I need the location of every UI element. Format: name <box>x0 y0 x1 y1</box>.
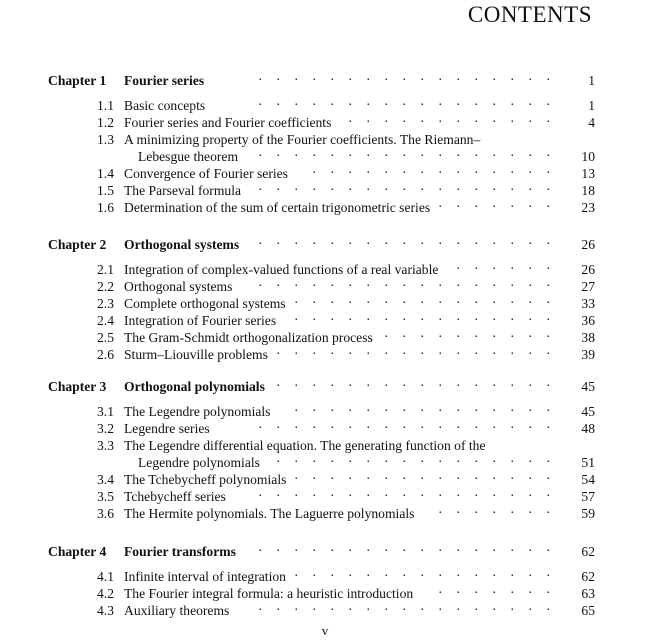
chapter-label: Chapter 3 <box>48 379 107 394</box>
section-title: The Tchebycheff polynomials <box>124 472 287 487</box>
section-title: Fourier series and Fourier coefficients <box>124 115 332 130</box>
chapter-entry[interactable]: Chapter 2 Orthogonal systems 26 · · · · · · · · · · · · · · · · · <box>48 236 595 252</box>
section-number: 2.1 <box>97 262 114 277</box>
page-title: CONTENTS <box>467 2 592 27</box>
chapter-label: Chapter 2 <box>48 237 107 252</box>
chapter-page-number: 1 <box>588 73 595 88</box>
section-title: Legendre series <box>124 421 210 436</box>
section-number: 1.3 <box>97 132 114 147</box>
section-page-number: 27 <box>581 279 595 294</box>
section-page-number: 45 <box>581 404 595 419</box>
section-entry[interactable]: 3.6 The Hermite polynomials. The Laguerre polynomials 59 · · · · · · · <box>0 505 650 522</box>
section-number: 3.3 <box>97 438 114 453</box>
chapter-title: Fourier transforms <box>124 544 236 559</box>
section-number: 2.4 <box>97 313 114 328</box>
section-title: The Parseval formula <box>124 183 242 198</box>
chapter-label: Chapter 1 <box>48 73 107 88</box>
section-page-number: 63 <box>581 586 595 601</box>
section-title: Sturm–Liouville problems <box>124 347 268 362</box>
section-title: Complete orthogonal systems <box>124 296 286 311</box>
section-page-number: 51 <box>581 455 595 470</box>
section-page-number: 59 <box>581 506 595 521</box>
section-page-number: 10 <box>581 149 595 164</box>
section-entry[interactable]: 2.1 Integration of complex-valued functions of a real variable 26 · · · · · · <box>0 261 650 278</box>
section-page-number: 26 <box>581 262 595 277</box>
section-entry[interactable] <box>0 131 650 148</box>
section-title: Integration of complex-valued functions of a real variable <box>124 262 439 277</box>
chapter-title: Fourier series <box>124 73 205 88</box>
footer-page-number: v <box>321 623 329 638</box>
section-title: Integration of Fourier series <box>124 313 277 328</box>
chapter-entry[interactable]: Chapter 4 Fourier transforms 62 · · · · · · · · · · · · · · · · · <box>48 543 595 559</box>
section-entry-continued[interactable]: Legendre polynomials 51 · · · · · · · · · · · · · · · · <box>138 454 595 470</box>
section-page-number: 65 <box>581 603 595 618</box>
section-entry[interactable]: 3.2 Legendre series 48 · · · · · · · · · · · · · · · · · <box>0 420 650 437</box>
section-entry[interactable]: 2.2 Orthogonal systems 27 · · · · · · · · · · · · · · · · · <box>0 278 650 295</box>
section-page-number: 13 <box>581 166 595 181</box>
section-entry[interactable]: 4.2 The Fourier integral formula: a heuristic introduction 63 · · · · · · · <box>0 585 650 602</box>
chapter-entry[interactable]: Chapter 1 Fourier series 1 · · · · · · · · · · · · · · · · · <box>48 72 595 88</box>
section-title: The Legendre differential equation. The generating function of the <box>124 438 486 453</box>
section-entry-continued[interactable]: Lebesgue theorem 10 · · · · · · · · · · · · · · · · · <box>138 148 595 164</box>
section-page-number: 48 <box>581 421 595 436</box>
section-title: A minimizing property of the Fourier coefficients. The Riemann– <box>124 132 481 147</box>
section-entry[interactable] <box>0 437 650 454</box>
section-entry[interactable]: 4.1 Infinite interval of integration 62 · · · · · · · · · · · · · · · <box>0 568 650 585</box>
chapter-page-number: 62 <box>581 544 595 559</box>
section-title: Determination of the sum of certain trigonometric series <box>124 200 431 215</box>
section-entry[interactable]: 1.2 Fourier series and Fourier coefficients 4 · · · · · · · · · · · · <box>0 114 650 131</box>
section-number: 1.1 <box>97 98 114 113</box>
section-entry[interactable]: 3.5 Tchebycheff series 57 · · · · · · · · · · · · · · · · · <box>0 488 650 505</box>
section-number: 3.4 <box>97 472 114 487</box>
section-number: 4.3 <box>97 603 114 618</box>
section-title: Orthogonal systems <box>124 279 233 294</box>
section-number: 2.2 <box>97 279 114 294</box>
section-title: Auxiliary theorems <box>124 603 230 618</box>
section-number: 2.5 <box>97 330 114 345</box>
chapter-title: Orthogonal systems <box>124 237 240 252</box>
section-title: Tchebycheff series <box>124 489 226 504</box>
section-number: 1.6 <box>97 200 114 215</box>
section-number: 3.1 <box>97 404 114 419</box>
section-title: Infinite interval of integration <box>124 569 286 584</box>
section-page-number: 54 <box>581 472 595 487</box>
chapter-page-number: 45 <box>581 379 595 394</box>
section-title: The Legendre polynomials <box>124 404 271 419</box>
section-title: The Hermite polynomials. The Laguerre polynomials <box>124 506 415 521</box>
section-entry[interactable]: 1.5 The Parseval formula 18 · · · · · · · · · · · · · · · · · <box>0 182 650 199</box>
section-entry[interactable]: 2.5 The Gram-Schmidt orthogonalization process 38 · · · · · · · · · · <box>0 329 650 346</box>
section-number: 4.2 <box>97 586 114 601</box>
section-title-continued: Lebesgue theorem <box>138 149 239 164</box>
section-title: The Gram-Schmidt orthogonalization process <box>124 330 373 345</box>
section-page-number: 4 <box>588 115 595 130</box>
chapter-page-number: 26 <box>581 237 595 252</box>
section-number: 2.6 <box>97 347 114 362</box>
chapter-entry[interactable]: Chapter 3 Orthogonal polynomials 45 · · · · · · · · · · · · · · · · <box>48 378 595 394</box>
section-number: 2.3 <box>97 296 114 311</box>
section-number: 3.5 <box>97 489 114 504</box>
section-number: 1.5 <box>97 183 114 198</box>
section-entry[interactable]: 4.3 Auxiliary theorems 65 · · · · · · · · · · · · · · · · · <box>0 602 650 619</box>
section-title: Basic concepts <box>124 98 206 113</box>
section-page-number: 1 <box>588 98 595 113</box>
chapter-title: Orthogonal polynomials <box>124 379 265 394</box>
section-entry[interactable]: 1.6 Determination of the sum of certain trigonometric series 23 · · · · · · · <box>0 199 650 216</box>
section-page-number: 62 <box>581 569 595 584</box>
section-entry[interactable]: 2.3 Complete orthogonal systems 33 · · · · · · · · · · · · · · · <box>0 295 650 312</box>
section-title-continued: Legendre polynomials <box>138 455 260 470</box>
section-entry[interactable]: 3.1 The Legendre polynomials 45 · · · · · · · · · · · · · · · <box>0 403 650 420</box>
section-page-number: 38 <box>581 330 595 345</box>
section-entry[interactable]: 2.4 Integration of Fourier series 36 · · · · · · · · · · · · · · · <box>0 312 650 329</box>
section-entry[interactable]: 3.4 The Tchebycheff polynomials 54 · · · · · · · · · · · · · · · <box>0 471 650 488</box>
section-page-number: 23 <box>581 200 595 215</box>
section-page-number: 39 <box>581 347 595 362</box>
section-page-number: 18 <box>581 183 595 198</box>
section-entry[interactable]: 2.6 Sturm–Liouville problems 39 · · · · · · · · · · · · · · · · <box>0 346 650 363</box>
chapter-label: Chapter 4 <box>48 544 107 559</box>
section-title: The Fourier integral formula: a heuristic introduction <box>124 586 414 601</box>
section-entry[interactable]: 1.4 Convergence of Fourier series 13 · · · · · · · · · · · · · · <box>0 165 650 182</box>
section-number: 3.2 <box>97 421 114 436</box>
section-title: Convergence of Fourier series <box>124 166 288 181</box>
section-page-number: 57 <box>581 489 595 504</box>
section-page-number: 36 <box>581 313 595 328</box>
section-page-number: 33 <box>581 296 595 311</box>
section-number: 1.4 <box>97 166 114 181</box>
section-entry[interactable]: 1.1 Basic concepts 1 · · · · · · · · · · · · · · · · · <box>0 97 650 114</box>
section-number: 3.6 <box>97 506 114 521</box>
section-number: 4.1 <box>97 569 114 584</box>
section-number: 1.2 <box>97 115 114 130</box>
